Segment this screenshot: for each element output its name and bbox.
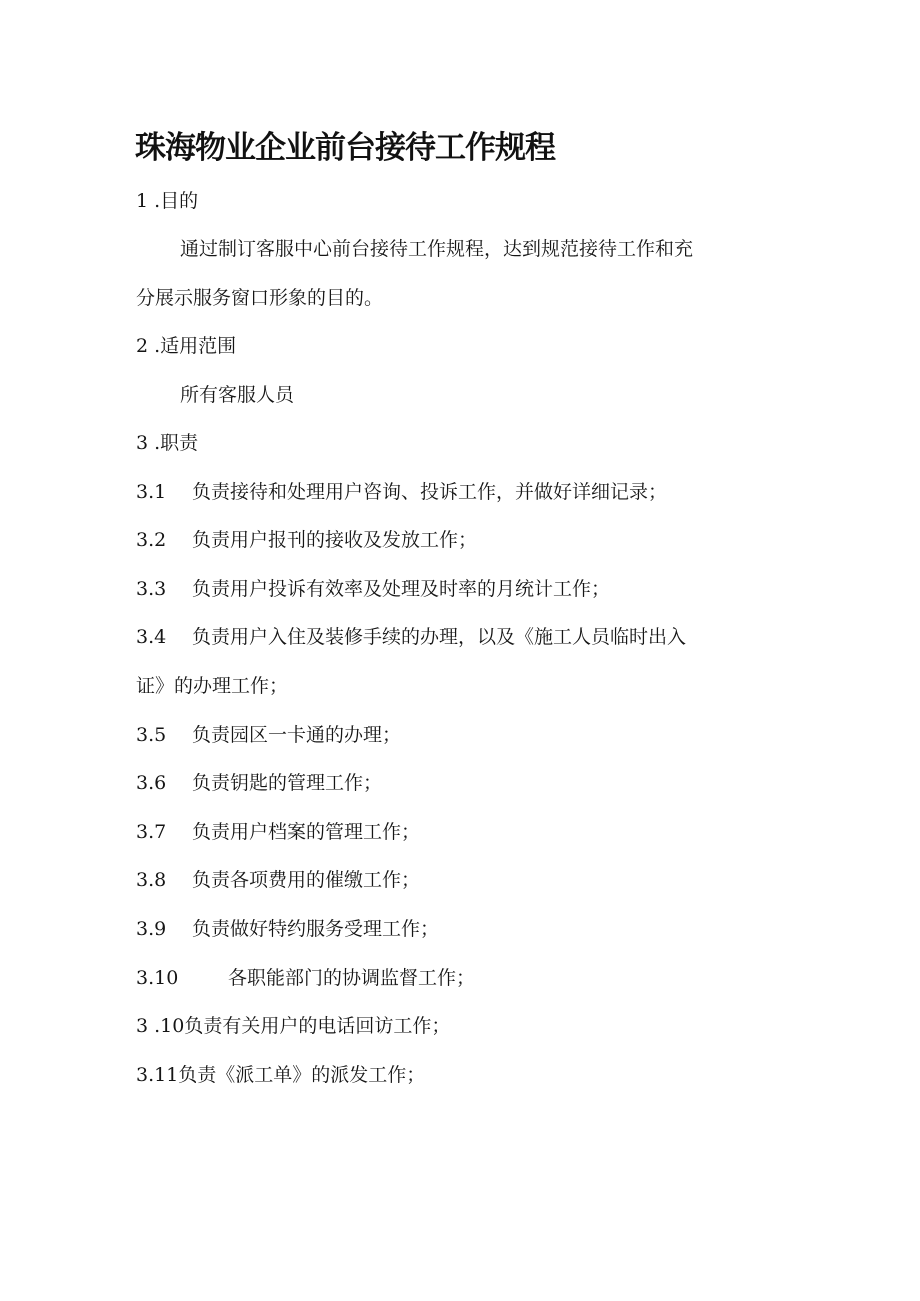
duty-item-text: 负责钥匙的管理工作； [192, 772, 383, 794]
duty-item-number: 3.9 [136, 918, 167, 940]
duty-item-text: 负责接待和处理用户咨询、投诉工作，并做好详细记录； [192, 481, 668, 503]
duty-item [136, 914, 439, 944]
duty-item-text: 负责用户投诉有效率及处理及时率的月统计工作； [192, 578, 611, 600]
duty-item-number: 3.1 [136, 481, 167, 503]
duty-item-number: 3.2 [136, 529, 167, 551]
duty-item-number: 3.4 [136, 626, 167, 648]
duty-item-number: 3.6 [136, 772, 167, 794]
duty-item-text: 负责用户报刊的接收及发放工作； [192, 529, 478, 551]
duty-item-number: 3.7 [136, 821, 167, 843]
duty-item [136, 477, 667, 507]
duty-item-number: 3.10 [136, 967, 179, 989]
duty-item-text: 负责用户档案的管理工作； [192, 821, 421, 843]
duty-extra-line-2: 3.11负责《派工单》的派发工作； [136, 1064, 426, 1086]
duty-item-number: 3.5 [136, 724, 167, 746]
duty-item-number: 3.8 [136, 869, 167, 891]
duty-item [136, 525, 477, 555]
duty-item [136, 574, 610, 604]
duty-extra-line-1: 3 .10负责有关用户的电话回访工作； [136, 1015, 451, 1037]
duty-item-text: 负责做好特约服务受理工作； [192, 918, 440, 940]
duty-item [136, 963, 475, 993]
duty-item-number: 3.3 [136, 578, 167, 600]
duty-item [136, 865, 420, 895]
duty-item-text: 负责各项费用的催缴工作； [192, 869, 421, 891]
section-2-heading: 2 .适用范围 [136, 335, 237, 357]
section-3-heading: 3 .职责 [136, 432, 199, 454]
section-1-paragraph-line-1: 通过制订客服中心前台接待工作规程，达到规范接待工作和充 [180, 238, 694, 260]
duty-item-text: 负责用户入住及装修手续的办理，以及《施工人员临时出入 [192, 626, 687, 648]
section-1-heading: 1 .目的 [136, 190, 199, 212]
section-1-paragraph-line-2: 分展示服务窗口形象的目的。 [136, 287, 384, 309]
duty-item [136, 817, 420, 847]
duty-item-text: 各职能部门的协调监督工作； [228, 967, 476, 989]
section-2-text: 所有客服人员 [180, 384, 295, 406]
duty-item-continuation: 证》的办理工作； [136, 675, 289, 697]
duty-item [136, 768, 382, 798]
duty-item [136, 622, 686, 652]
duty-item-text: 负责园区一卡通的办理； [192, 724, 402, 746]
document-title: 珠海物业企业前台接待工作规程 [135, 130, 555, 166]
duty-item [136, 720, 401, 750]
